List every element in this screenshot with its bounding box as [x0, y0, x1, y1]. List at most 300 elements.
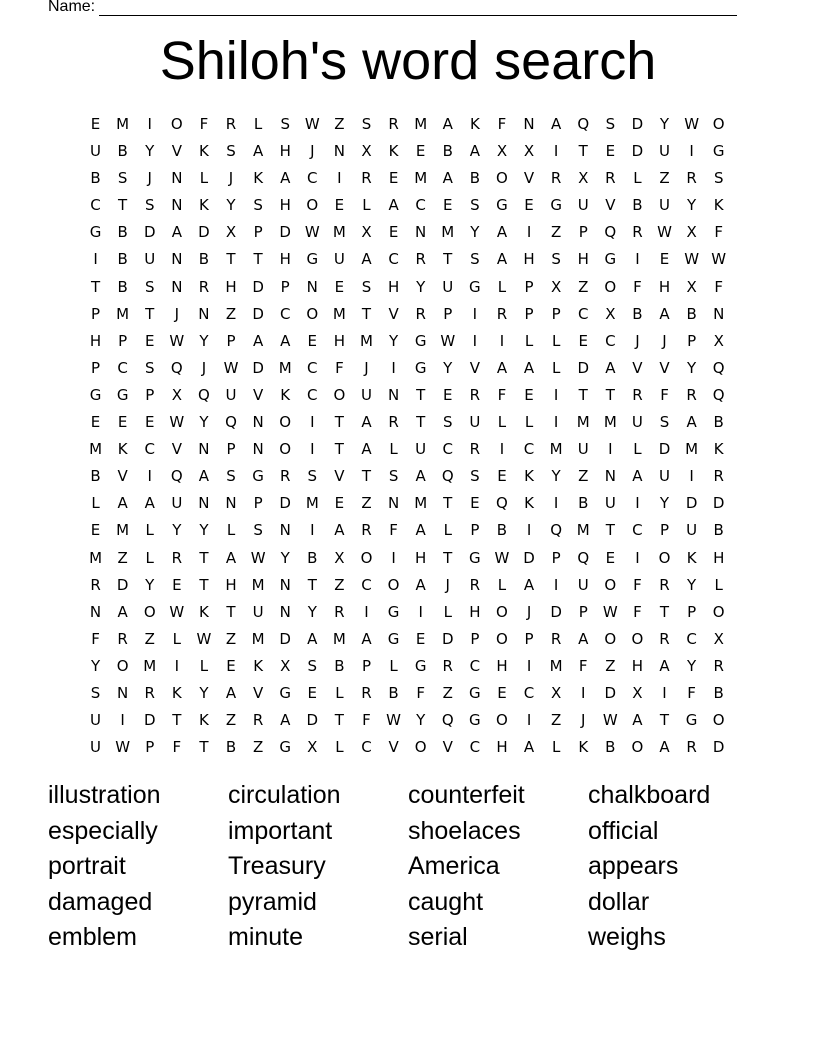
grid-letter: I	[472, 304, 478, 323]
grid-letter: G	[414, 331, 427, 350]
grid-letter: D	[523, 548, 535, 567]
grid-letter: B	[334, 656, 345, 675]
grid-letter: A	[551, 115, 562, 133]
grid-letter: A	[415, 575, 426, 594]
grid-letter: T	[443, 250, 453, 269]
grid-letter: J	[364, 358, 369, 377]
grid-letter: Z	[117, 548, 128, 567]
grid-letter: A	[605, 358, 616, 377]
grid-letter: E	[307, 331, 318, 350]
grid-letter: I	[310, 521, 315, 540]
word-list-item: pyramid	[228, 887, 317, 916]
grid-letter: D	[631, 142, 644, 161]
grid-letter: N	[306, 277, 318, 296]
grid-letter: R	[388, 413, 399, 432]
grid-letter: E	[497, 683, 507, 702]
grid-letter: B	[632, 196, 643, 215]
grid-letter: R	[144, 683, 155, 702]
grid-letter: V	[171, 440, 182, 459]
grid-letter: P	[687, 331, 697, 350]
grid-letter: P	[443, 304, 453, 323]
grid-letter: Q	[712, 385, 725, 404]
grid-letter: T	[334, 413, 344, 432]
grid-letter: Q	[198, 385, 210, 404]
grid-letter: A	[117, 602, 128, 621]
grid-letter: W	[684, 115, 700, 133]
grid-letter: W	[169, 331, 185, 350]
grid-letter: R	[415, 304, 426, 323]
name-line[interactable]	[99, 0, 737, 16]
grid-letter: A	[659, 304, 670, 323]
grid-letter: P	[470, 629, 480, 648]
grid-letter: B	[442, 142, 453, 161]
grid-letter: Q	[170, 358, 183, 377]
grid-letter: Z	[578, 277, 589, 296]
grid-letter: R	[171, 548, 183, 567]
grid-letter: T	[578, 385, 588, 404]
grid-letter: N	[225, 494, 237, 513]
grid-letter: Y	[145, 575, 155, 594]
grid-letter: F	[497, 115, 507, 133]
grid-letter: F	[362, 711, 371, 730]
grid-letter: G	[116, 385, 129, 404]
grid-letter: B	[605, 738, 616, 757]
grid-letter: X	[361, 142, 372, 161]
grid-letter: W	[684, 250, 700, 269]
grid-letter: A	[144, 494, 155, 513]
grid-letter: C	[117, 358, 128, 377]
grid-letter: K	[199, 196, 209, 215]
grid-letter: U	[171, 494, 183, 513]
grid-letter: R	[469, 385, 481, 404]
grid-letter: A	[280, 169, 291, 188]
grid-letter: O	[658, 548, 671, 567]
grid-letter: B	[117, 142, 128, 161]
grid-letter: N	[171, 250, 183, 269]
grid-letter: A	[252, 142, 264, 161]
grid-letter: E	[443, 196, 453, 215]
grid-letter: U	[577, 196, 589, 215]
grid-letter: Y	[687, 196, 697, 215]
grid-letter: R	[469, 440, 481, 459]
grid-letter: M	[143, 656, 157, 675]
grid-letter: T	[659, 711, 670, 730]
grid-letter: E	[605, 142, 616, 161]
grid-letter: M	[251, 575, 265, 594]
grid-letter: Y	[199, 683, 209, 702]
grid-letter: W	[304, 115, 320, 133]
grid-letter: O	[414, 738, 427, 757]
grid-letter: P	[470, 521, 480, 540]
name-label: Name:	[48, 0, 96, 15]
grid-letter: A	[659, 656, 670, 675]
grid-letter: C	[415, 196, 426, 215]
grid-letter: M	[116, 304, 130, 323]
grid-letter: B	[713, 413, 724, 432]
word-list-item: damaged	[48, 887, 153, 916]
grid-letter: K	[199, 142, 209, 161]
grid-letter: F	[91, 629, 100, 648]
grid-letter: T	[226, 250, 236, 269]
grid-letter: H	[225, 277, 237, 296]
grid-letter: T	[605, 385, 615, 404]
grid-letter: E	[144, 413, 155, 432]
grid-letter: P	[361, 656, 371, 675]
grid-letter: I	[662, 683, 667, 702]
grid-letter: M	[116, 115, 130, 133]
grid-letter: X	[551, 683, 562, 702]
grid-letter: F	[578, 656, 588, 675]
grid-letter: C	[577, 304, 589, 323]
grid-letter: Y	[687, 575, 697, 594]
grid-letter: M	[360, 331, 373, 350]
grid-letter: G	[712, 142, 725, 161]
grid-letter: O	[170, 115, 183, 133]
grid-letter: T	[307, 575, 317, 594]
grid-letter: W	[196, 629, 212, 648]
grid-letter: R	[117, 629, 128, 648]
grid-letter: Q	[550, 521, 563, 540]
grid-letter: A	[225, 548, 237, 567]
grid-letter: S	[470, 196, 480, 215]
grid-letter: I	[147, 467, 152, 486]
grid-letter: T	[416, 385, 426, 404]
grid-letter: R	[279, 467, 291, 486]
grid-letter: F	[714, 277, 724, 296]
grid-letter: P	[226, 440, 236, 459]
grid-letter: U	[415, 440, 427, 459]
grid-letter: L	[91, 494, 100, 513]
grid-letter: L	[551, 358, 561, 377]
grid-letter: G	[89, 385, 102, 404]
grid-letter: X	[361, 223, 372, 242]
grid-letter: V	[252, 683, 264, 702]
grid-letter: T	[172, 711, 182, 730]
grid-letter: R	[686, 738, 697, 757]
grid-letter: J	[147, 169, 152, 188]
grid-letter: R	[632, 223, 643, 242]
grid-letter: J	[201, 358, 207, 377]
grid-letter: M	[549, 440, 563, 459]
grid-letter: E	[659, 250, 670, 269]
grid-letter: U	[631, 413, 643, 432]
grid-letter: B	[496, 521, 508, 540]
grid-letter: R	[550, 169, 562, 188]
grid-letter: C	[686, 629, 697, 648]
grid-letter: O	[604, 575, 617, 594]
grid-letter: W	[250, 548, 266, 567]
grid-letter: L	[551, 738, 561, 757]
grid-letter: W	[304, 223, 320, 242]
grid-letter: T	[145, 304, 155, 323]
grid-letter: X	[686, 277, 697, 296]
grid-letter: F	[416, 683, 425, 702]
grid-letter: H	[279, 196, 291, 215]
grid-letter: A	[280, 331, 291, 350]
grid-letter: O	[631, 629, 644, 648]
grid-letter: U	[442, 277, 454, 296]
grid-letter: L	[226, 521, 236, 540]
grid-letter: N	[89, 602, 102, 621]
word-list	[48, 779, 768, 957]
grid-letter: T	[443, 548, 453, 567]
grid-letter: N	[171, 196, 183, 215]
grid-letter: P	[253, 494, 263, 513]
grid-letter: R	[252, 711, 264, 730]
grid-letter: B	[198, 250, 210, 269]
grid-letter: W	[657, 223, 672, 242]
grid-letter: C	[90, 196, 101, 215]
grid-letter: D	[577, 358, 590, 377]
grid-letter: X	[280, 656, 291, 675]
grid-letter: W	[115, 738, 131, 757]
grid-letter: Y	[659, 494, 670, 513]
grid-letter: F	[172, 738, 182, 757]
grid-letter: A	[225, 683, 237, 702]
grid-letter: Y	[145, 142, 155, 161]
grid-letter: X	[307, 738, 318, 757]
grid-letter: O	[360, 548, 373, 567]
grid-letter: D	[441, 629, 454, 648]
grid-letter: U	[252, 602, 264, 621]
grid-letter: G	[550, 196, 562, 215]
grid-letter: L	[335, 683, 344, 702]
grid-letter: A	[578, 629, 589, 648]
grid-letter: D	[116, 575, 129, 594]
grid-letter: V	[388, 304, 399, 323]
grid-letter: D	[143, 711, 156, 730]
grid-letter: Y	[307, 602, 317, 621]
grid-letter: N	[333, 142, 345, 161]
grid-letter: S	[307, 467, 318, 486]
grid-letter: C	[469, 656, 481, 675]
grid-letter: W	[223, 358, 239, 377]
grid-letter: E	[172, 575, 182, 594]
grid-letter: W	[494, 548, 510, 567]
grid-letter: W	[440, 331, 456, 350]
grid-letter: D	[712, 738, 725, 757]
grid-letter: B	[225, 738, 237, 757]
grid-letter: Y	[199, 331, 209, 350]
grid-letter: Y	[172, 521, 182, 540]
grid-letter: A	[523, 738, 535, 757]
word-list-item: minute	[228, 923, 304, 952]
grid-letter: K	[199, 602, 209, 621]
grid-letter: Z	[551, 711, 562, 730]
grid-letter: J	[174, 304, 180, 323]
grid-letter: T	[605, 521, 615, 540]
grid-letter: Y	[443, 358, 453, 377]
grid-letter: U	[686, 521, 698, 540]
grid-letter: Z	[144, 629, 155, 648]
grid-letter: U	[659, 196, 670, 215]
grid-letter: U	[144, 250, 156, 269]
grid-letter: L	[443, 521, 452, 540]
grid-letter: B	[117, 277, 128, 296]
grid-letter: T	[118, 196, 128, 215]
grid-letter: I	[147, 115, 152, 133]
grid-letter: U	[225, 385, 237, 404]
grid-letter: Y	[280, 548, 290, 567]
grid-letter: L	[145, 548, 154, 567]
grid-letter: X	[578, 169, 589, 188]
grid-letter: I	[526, 521, 532, 540]
grid-letter: E	[90, 521, 101, 540]
grid-letter: Q	[712, 358, 725, 377]
grid-letter: Y	[226, 196, 236, 215]
grid-letter: N	[279, 521, 291, 540]
grid-letter: T	[334, 711, 344, 730]
grid-letter: T	[253, 250, 263, 269]
grid-letter: T	[334, 440, 344, 459]
grid-letter: A	[523, 575, 535, 594]
grid-letter: B	[388, 683, 399, 702]
grid-letter: I	[689, 467, 694, 486]
grid-letter: A	[632, 467, 643, 486]
grid-letter: G	[414, 656, 427, 675]
grid-letter: Y	[90, 656, 101, 675]
grid-letter: U	[577, 575, 589, 594]
letter-grid	[82, 113, 732, 763]
grid-letter: R	[198, 277, 210, 296]
grid-letter: W	[386, 711, 401, 730]
word-list-item: dollar	[588, 887, 650, 916]
grid-letter: I	[608, 440, 613, 459]
grid-letter: F	[633, 277, 642, 296]
grid-letter: Y	[388, 331, 399, 350]
grid-letter: A	[469, 142, 480, 161]
grid-letter: S	[443, 413, 453, 432]
grid-letter: T	[199, 548, 209, 567]
grid-letter: J	[445, 575, 450, 594]
grid-letter: O	[333, 385, 346, 404]
grid-letter: J	[526, 602, 532, 621]
grid-letter: C	[523, 683, 535, 702]
grid-letter: W	[169, 602, 185, 621]
grid-letter: O	[496, 629, 508, 648]
grid-letter: O	[143, 602, 156, 621]
grid-letter: S	[470, 250, 480, 269]
grid-letter: P	[524, 304, 534, 323]
grid-letter: E	[334, 196, 345, 215]
grid-letter: L	[633, 440, 642, 459]
grid-letter: V	[171, 142, 182, 161]
grid-letter: D	[198, 223, 210, 242]
grid-letter: R	[361, 521, 372, 540]
grid-letter: N	[279, 575, 291, 594]
grid-letter: R	[496, 304, 508, 323]
page-title: Shiloh's word search	[159, 31, 657, 91]
grid-letter: K	[578, 738, 589, 757]
grid-letter: A	[496, 223, 508, 242]
grid-letter: D	[712, 494, 725, 513]
grid-letter: A	[632, 711, 643, 730]
grid-letter: I	[581, 683, 586, 702]
grid-letter: Y	[659, 115, 670, 133]
grid-letter: O	[306, 196, 319, 215]
grid-letter: E	[443, 385, 453, 404]
grid-letter: C	[632, 521, 643, 540]
grid-letter: L	[172, 629, 181, 648]
grid-letter: H	[496, 738, 508, 757]
grid-letter: O	[306, 304, 319, 323]
word-list-item: America	[408, 852, 500, 881]
grid-letter: N	[279, 602, 291, 621]
grid-letter: M	[332, 629, 346, 648]
grid-letter: Y	[687, 656, 697, 675]
grid-letter: G	[685, 711, 698, 730]
grid-letter: D	[550, 602, 562, 621]
word-list-item: important	[228, 816, 333, 845]
grid-letter: D	[631, 115, 644, 133]
grid-letter: F	[633, 602, 642, 621]
word-list-item: appears	[588, 852, 679, 881]
grid-letter: R	[225, 115, 237, 133]
grid-letter: I	[635, 250, 640, 269]
word-list-item: counterfeit	[408, 781, 525, 809]
grid-letter: L	[524, 413, 534, 432]
grid-letter: L	[389, 656, 398, 675]
grid-letter: O	[604, 629, 617, 648]
grid-letter: U	[90, 711, 102, 730]
grid-letter: O	[279, 440, 292, 459]
word-list-item: serial	[408, 923, 468, 952]
word-list-item: illustration	[48, 781, 161, 809]
grid-letter: O	[712, 602, 725, 621]
grid-letter: C	[388, 250, 399, 269]
grid-letter: H	[469, 602, 481, 621]
grid-letter: H	[496, 656, 508, 675]
grid-letter: G	[89, 223, 102, 242]
grid-letter: I	[689, 142, 694, 161]
grid-letter: K	[686, 548, 697, 567]
grid-letter: A	[280, 711, 291, 730]
grid-letter: U	[90, 142, 102, 161]
grid-letter: S	[253, 196, 263, 215]
grid-letter: C	[469, 738, 481, 757]
grid-letter: B	[117, 223, 128, 242]
grid-letter: J	[662, 331, 667, 350]
grid-letter: D	[279, 494, 291, 513]
grid-letter: N	[171, 169, 183, 188]
grid-letter: H	[225, 575, 237, 594]
grid-letter: P	[118, 331, 128, 350]
grid-letter: B	[686, 304, 697, 323]
grid-letter: J	[228, 169, 234, 188]
grid-letter: T	[443, 494, 453, 513]
grid-letter: A	[252, 331, 264, 350]
grid-letter: A	[496, 358, 508, 377]
grid-letter: T	[226, 602, 236, 621]
grid-letter: B	[307, 548, 318, 567]
grid-letter: G	[496, 196, 508, 215]
grid-letter: M	[332, 304, 346, 323]
grid-letter: Z	[442, 683, 453, 702]
grid-letter: Z	[659, 169, 670, 188]
grid-letter: S	[117, 169, 128, 188]
grid-letter: R	[388, 115, 399, 133]
grid-letter: C	[279, 304, 291, 323]
grid-letter: Z	[225, 304, 237, 323]
grid-letter: W	[602, 711, 618, 730]
grid-letter: P	[226, 331, 236, 350]
grid-letter: L	[551, 331, 561, 350]
grid-letter: G	[469, 548, 481, 567]
grid-letter: N	[604, 467, 616, 486]
grid-letter: S	[253, 521, 263, 540]
grid-letter: Z	[252, 738, 264, 757]
grid-letter: W	[711, 250, 727, 269]
